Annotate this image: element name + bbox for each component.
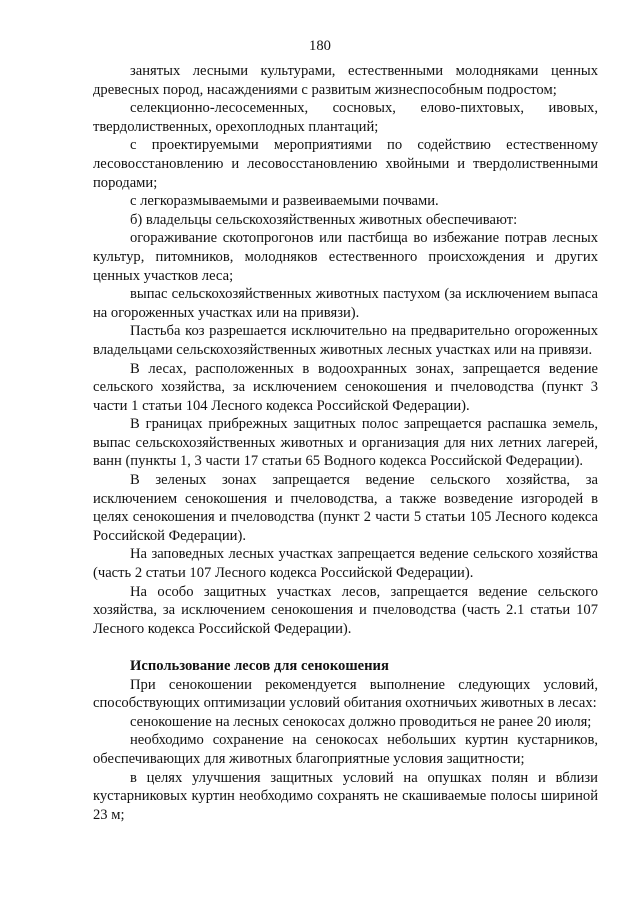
body-paragraph: выпас сельскохозяйственных животных пастухом (за исключением выпаса на огороженных участках или на привязи). (93, 286, 598, 321)
body-paragraph: На заповедных лесных участках запрещается ведение сельского хозяйства (часть 2 статьи 107 Лесного кодекса Российской Федерации). (93, 546, 598, 582)
body-paragraph: селекционно-лесосеменных, сосновых, елово-пихтовых, ивовых, твердолиственных, орехоплодных плантаций; (93, 100, 598, 135)
body-paragraph: необходимо сохранение на сенокосах небольших куртин кустарников, обеспечивающих для животных благоприятные условия защитности; (93, 732, 598, 767)
body-paragraph: В зеленых зонах запрещается ведение сельского хозяйства, за исключением сенокошения и пчеловодства, а также возведение изгородей в целях сенокошения и пчеловодства (пункт 2 части 5 статьи 105 Лесного кодекса Российской Федерации). (93, 472, 598, 544)
body-paragraph: сенокошение на лесных сенокосах должно проводиться не ранее 20 июля; (130, 713, 592, 730)
document-body (93, 62, 598, 824)
body-paragraph: При сенокошении рекомендуется выполнение следующих условий, способствующих оптимизации условий обитания охотничьих животных в лесах: (93, 676, 598, 712)
body-paragraph: в целях улучшения защитных условий на опушках полян и вблизи кустарниковых куртин необходимо сохранять не скашиваемые полосы шириной 23 м; (93, 769, 598, 823)
body-paragraph: В границах прибрежных защитных полос запрещается распашка земель, выпас сельскохозяйственных животных и организация для них летних лагерей, ванн (пункты 1, 3 части 17 статьи 65 Водного кодекса Российской Федерации). (93, 416, 598, 470)
section-spacer (93, 638, 598, 657)
page-number: 180 (309, 38, 331, 54)
body-paragraph: с проектируемыми мероприятиями по содействию естественному лесовосстановлению и лесовосстановлению хвойными и твердолиственными породами; (93, 137, 598, 191)
paragraph-group-after-heading (93, 676, 598, 825)
body-paragraph: На особо защитных участках лесов, запрещается ведение сельского хозяйства, за исключением сенокошения и пчеловодства (часть 2.1 статьи 107 Лесного кодекса Российской Федерации). (93, 583, 598, 637)
body-paragraph: б) владельцы сельскохозяйственных животных обеспечивают: (130, 211, 518, 228)
paragraph-group-before-heading (93, 62, 598, 638)
body-paragraph: В лесах, расположенных в водоохранных зонах, запрещается ведение сельского хозяйства, за исключением сенокошения и пчеловодства (пункт 3 части 1 статьи 104 Лесного кодекса Российской Федерации). (93, 360, 598, 414)
body-paragraph: Пастьба коз разрешается исключительно на предварительно огороженных владельцами сельскохозяйственных животных лесных участках или на привязи. (93, 323, 598, 358)
body-paragraph: занятых лесными культурами, естественными молодняками ценных древесных пород, насаждениями с развитым жизнеспособным подростом; (93, 63, 598, 98)
body-paragraph: с легкоразмываемыми и развеиваемыми почвами. (130, 193, 439, 210)
body-paragraph: огораживание скотопрогонов или пастбища во избежание потрав лесных культур, питомников, молодняков естественного происхождения и других ценных участков леса; (93, 230, 598, 284)
section-heading: Использование лесов для сенокошения (130, 658, 389, 674)
